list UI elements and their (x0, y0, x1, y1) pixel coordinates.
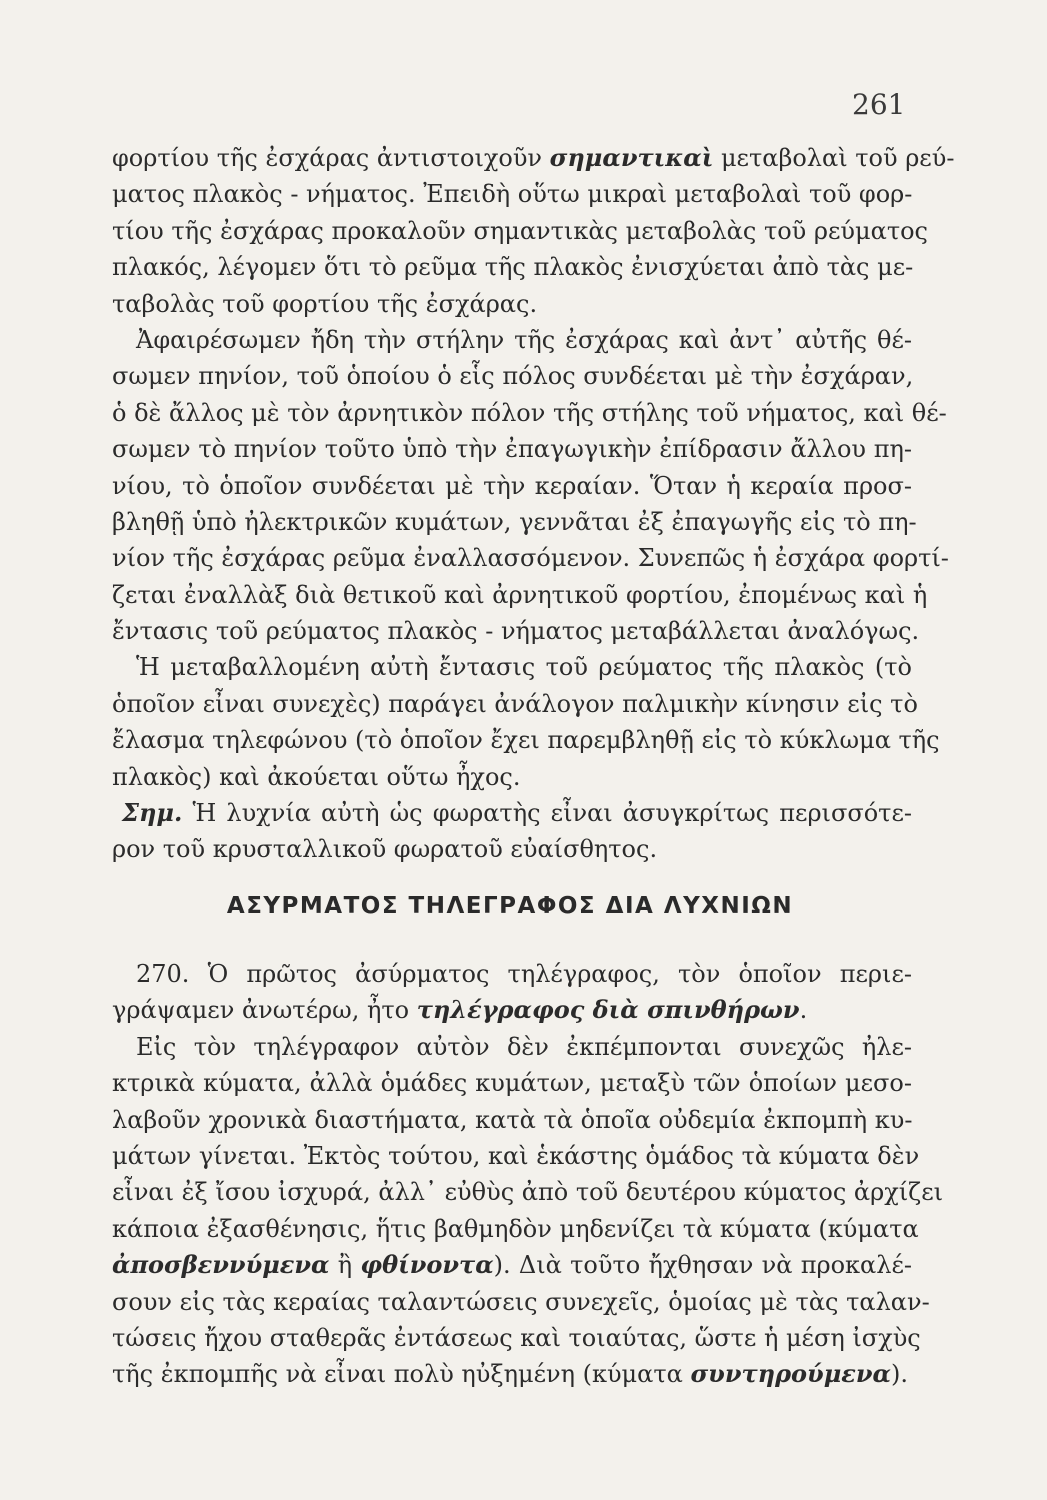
emphasized-term: φθίνοντα (360, 1250, 494, 1280)
text-run: σουν εἰς τὰς κεραίας ταλαντώσεις συνεχεῖς, ὁμοίας μὲ τὰς ταλαν- (112, 1287, 930, 1316)
emphasized-term: σημαντικαὶ (549, 143, 714, 172)
text-run: βληθῇ ὑπὸ ἠλεκτρικῶν κυμάτων, γεννᾶται ἐξ ἐπαγωγῆς εἰς τὸ πη- (112, 507, 917, 536)
text-line (112, 1247, 912, 1283)
text-run: σωμεν τὸ πηνίον τοῦτο ὑπὸ τὴν ἐπαγωγικὴν ἐπίδρασιν ἄλλου πη- (112, 435, 912, 464)
text-line (112, 1065, 912, 1101)
text-line (112, 1102, 912, 1138)
text-line (112, 1029, 912, 1065)
text-line (112, 286, 912, 322)
text-line (112, 795, 912, 831)
body-text-section-2 (112, 956, 944, 1393)
text-run: ζεται ἐναλλὰξ διὰ θετικοῦ καὶ ἀρνητικοῦ φορτίου, ἐπομένως καὶ ἡ (112, 580, 928, 609)
section-heading: ΑΣΥΡΜΑΤΟΣ ΤΗΛΕΓΡΑΦΟΣ ΔΙΑ ΛΥΧΝΙΩΝ (226, 893, 794, 919)
text-run: ). (890, 1360, 908, 1389)
text-run: ὁποῖον εἶναι συνεχὲς) παράγει ἀνάλογον παλμικὴν κίνησιν εἰς τὸ (112, 689, 918, 718)
text-line (112, 140, 955, 176)
text-run: ὁ δὲ ἄλλος μὲ τὸν ἀρνητικὸν πόλον τῆς στήλης τοῦ νήματος, καὶ θέ- (112, 398, 947, 427)
text-run: φορτίου τῆς ἐσχάρας ἀντιστοιχοῦν (112, 144, 550, 172)
text-line (112, 649, 912, 685)
text-run: ρον τοῦ κρυσταλλικοῦ φωρατοῦ εὐαίσθητος. (112, 835, 658, 864)
text-line (112, 322, 912, 358)
text-run: τώσεις ἤχου σταθερᾶς ἐντάσεως καὶ τοιαύτας, ὥστε ἡ μέση ἰσχὺς (112, 1323, 921, 1352)
text-line (112, 540, 949, 576)
text-run: 270. Ὁ πρῶτος ἀσύρματος τηλέγραφος, τὸν ὁποῖον περιε- (136, 960, 912, 988)
text-run: τῆς ἐκπομπῆς νὰ εἶναι πολὺ ηὐξημένη (κύματα (112, 1360, 691, 1389)
text-run: νίον τῆς ἐσχάρας ρεῦμα ἐναλλασσόμενον. Συνεπῶς ἡ ἐσχάρα φορτί- (112, 544, 949, 573)
text-line (112, 686, 918, 722)
page-number: 261 (852, 88, 906, 121)
text-line (112, 213, 928, 249)
text-line (112, 992, 912, 1028)
text-run: ἢ (329, 1251, 361, 1280)
text-line (112, 1284, 930, 1320)
text-line (112, 176, 912, 212)
text-run: πλακός, λέγομεν ὅτι τὸ ρεῦμα τῆς πλακὸς ἐνισχύεται ἀπὸ τὰς με- (112, 253, 914, 282)
text-run: κτρικὰ κύματα, ἀλλὰ ὁμάδες κυμάτων, μεταξὺ τῶν ὁποίων μεσο- (112, 1069, 912, 1098)
text-run: ἔλασμα τηλεφώνου (τὸ ὁποῖον ἔχει παρεμβληθῇ εἰς τὸ κύκλωμα τῆς (112, 726, 940, 755)
text-run: τίου τῆς ἐσχάρας προκαλοῦν σημαντικὰς μεταβολὰς τοῦ ρεύματος (112, 216, 928, 245)
emphasized-term: τηλέγραφος διὰ σπινθήρων (416, 995, 800, 1025)
text-line (112, 395, 947, 431)
text-line (112, 577, 928, 613)
text-line (112, 831, 912, 867)
text-line (112, 1320, 921, 1356)
text-run: μάτων γίνεται. Ἐκτὸς τούτου, καὶ ἑκάστης ὁμάδος τὰ κύματα δὲν (112, 1141, 920, 1170)
text-run: κάποια ἐξασθένησις, ἥτις βαθμηδὸν μηδενίζει τὰ κύματα (κύματα (112, 1214, 919, 1243)
text-run: μεταβολαὶ τοῦ ρεύ- (713, 144, 955, 172)
text-run: ταβολὰς τοῦ φορτίου τῆς ἐσχάρας. (112, 289, 538, 318)
text-line (112, 1138, 920, 1174)
text-run: σωμεν πηνίον, τοῦ ὁποίου ὁ εἷς πόλος συνδέεται μὲ τὴν ἐσχάραν, (112, 362, 914, 391)
text-run: ματος πλακὸς - νήματος. Ἐπειδὴ οὕτω μικραὶ μεταβολαὶ τοῦ φορ- (112, 180, 913, 209)
text-run: ἔντασις τοῦ ρεύματος πλακὸς - νήματος μεταβάλλεται ἀναλόγως. (112, 617, 920, 646)
text-line (112, 613, 920, 649)
text-line (112, 358, 912, 394)
text-run: Ἡ μεταβαλλομένη αὐτὴ ἔντασις τοῦ ρεύματος τῆς πλακὸς (τὸ (136, 653, 912, 682)
text-line (112, 722, 940, 758)
text-run: . (799, 996, 808, 1025)
body-text-section-1 (112, 140, 955, 868)
text-line (112, 1174, 944, 1210)
text-run: εἶναι ἐξ ἴσου ἰσχυρά, ἀλλ᾽ εὐθὺς ἀπὸ τοῦ δευτέρου κύματος ἀρχίζει (112, 1178, 944, 1207)
text-run: Εἰς τὸν τηλέγραφον αὐτὸν δὲν ἐκπέμπονται συνεχῶς ἠλε- (136, 1032, 912, 1061)
text-line (112, 504, 917, 540)
text-line (112, 956, 912, 992)
text-line (112, 759, 912, 795)
text-run: Ἡ λυχνία αὐτὴ ὡς φωρατὴς εἶναι ἀσυγκρίτως περισσότε- (182, 799, 912, 828)
text-run: Ἀφαιρέσωμεν ἤδη τὴν στήλην τῆς ἐσχάρας καὶ ἀντ᾽ αὐτῆς θέ- (136, 325, 912, 354)
emphasized-term: Σημ. (122, 798, 183, 828)
text-line (112, 431, 912, 467)
text-run: νίου, τὸ ὁποῖον συνδέεται μὲ τὴν κεραίαν. Ὅταν ἡ κεραία προσ- (112, 471, 912, 500)
text-line (112, 1356, 912, 1392)
emphasized-term: συντηρούμενα (690, 1359, 891, 1389)
emphasized-term: ἀποσβεννύμενα (112, 1250, 330, 1280)
text-line (112, 1211, 919, 1247)
text-run: λαβοῦν χρονικὰ διαστήματα, κατὰ τὰ ὁποῖα οὐδεμία ἐκπομπὴ κυ- (112, 1105, 913, 1134)
text-line (112, 468, 912, 504)
text-line (112, 249, 912, 285)
text-run: ). Διὰ τοῦτο ἤχθησαν νὰ προκαλέ- (493, 1251, 912, 1280)
text-run: γράψαμεν ἀνωτέρω, ἦτο (112, 996, 417, 1025)
text-run: πλακὸς) καὶ ἀκούεται οὕτω ἦχος. (112, 762, 521, 791)
